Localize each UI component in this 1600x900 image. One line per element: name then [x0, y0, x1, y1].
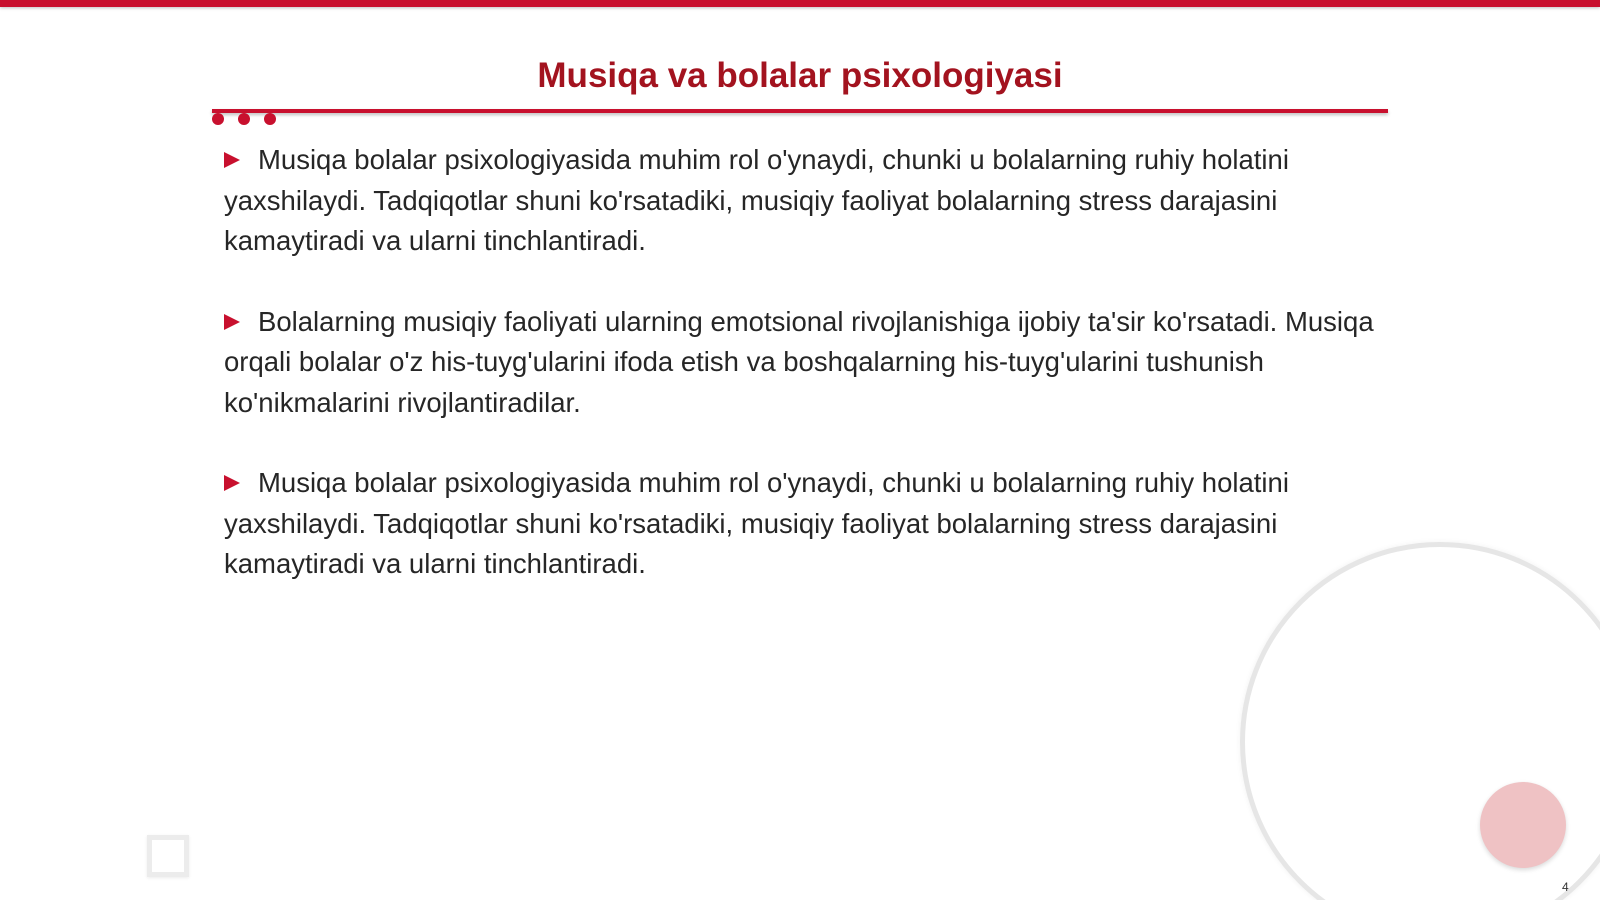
paragraph-text: Musiqa bolalar psixologiyasida muhim rol o'ynaydi, chunki u bolalarning ruhiy holatini yaxshilaydi. Tadqiqotlar shuni ko'rsatadiki, musiqiy faoliyat bolalarning stress darajasini kamaytiradi va ularni tinchlantiradi. [224, 144, 1289, 256]
paragraph-text: Bolalarning musiqiy faoliyati ularning emotsional rivojlanishiga ijobiy ta'sir ko'rsatadi. Musiqa orqali bolalar o'z his-tuyg'ularini ifoda etish va boshqalarning his-tuyg'ularini tushunish ko'nikmalarini rivojlantiradilar. [224, 305, 1374, 418]
bullet-paragraph [224, 140, 1374, 262]
paragraph-text: Musiqa bolalar psixologiyasida muhim rol o'ynaydi, chunki u bolalarning ruhiy holatini yaxshilaydi. Tadqiqotlar shuni ko'rsatadiki, musiqiy faoliyat bolalarning stress darajasini kamaytiradi va ularni tinchlantiradi. [224, 467, 1289, 579]
slide-title: Musiqa va bolalar psixologiyasi [537, 56, 1063, 95]
bullet-paragraph [224, 463, 1374, 585]
dot-icon [212, 113, 224, 125]
decorative-pink-circle [1480, 782, 1566, 868]
triangle-right-icon [224, 314, 240, 330]
top-accent-bar [0, 0, 1600, 7]
title-underline [212, 109, 1388, 113]
bullet-list [224, 140, 1374, 625]
triangle-right-icon [224, 152, 240, 168]
dot-icon [238, 113, 250, 125]
decorative-square [147, 835, 189, 877]
dot-icon [264, 113, 276, 125]
bullet-paragraph [224, 302, 1374, 424]
page-number: 4 [1562, 880, 1569, 894]
triangle-right-icon [224, 475, 240, 491]
